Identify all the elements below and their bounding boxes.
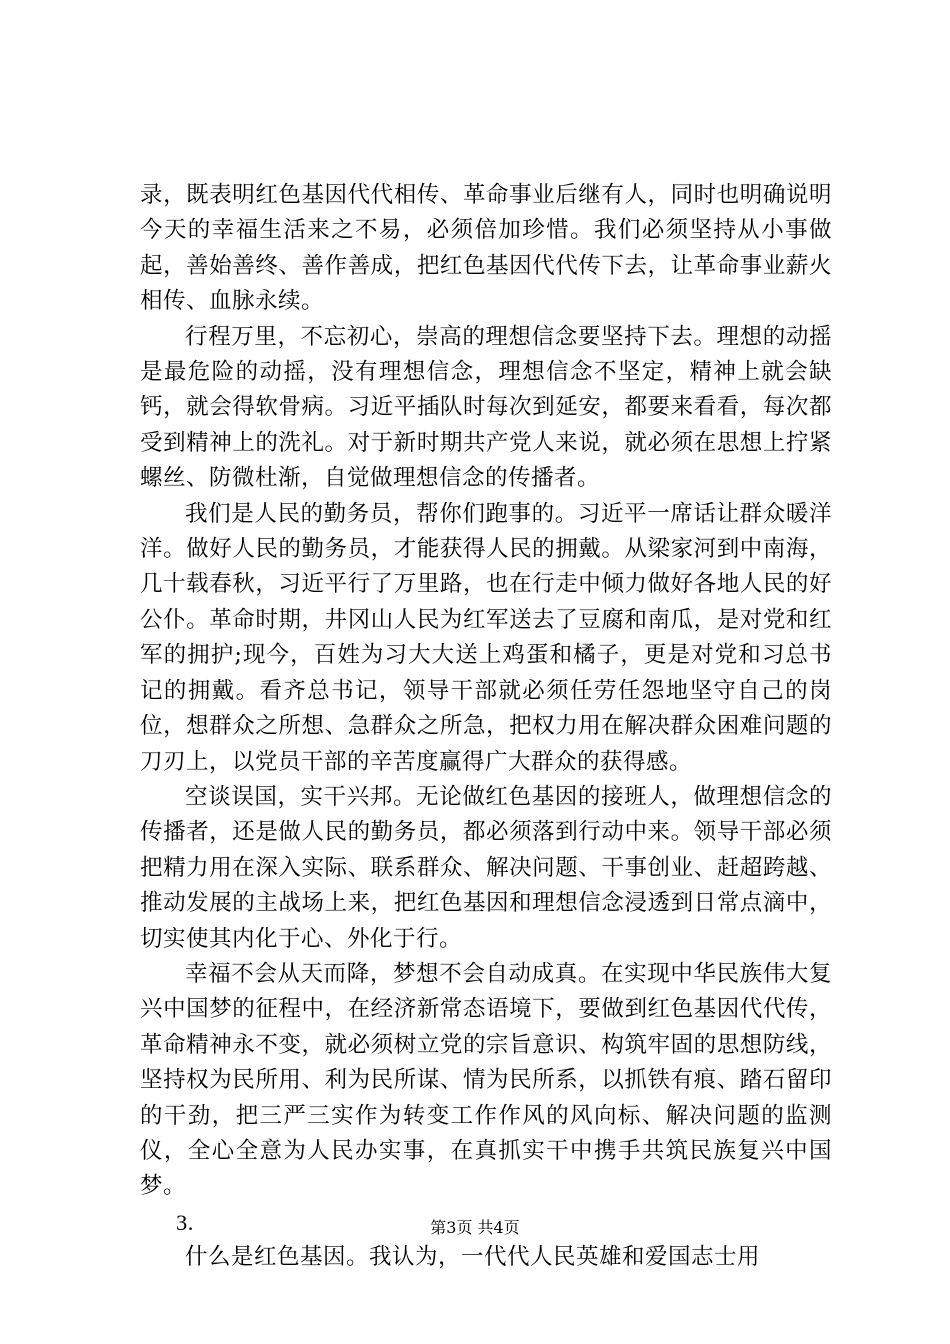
paragraph-servants: 我们是人民的勤务员，帮你们跑事的。习近平一席话让群众暖洋洋。做好人民的勤务员，才能获得人民的拥戴。从梁家河到中南海，几十载春秋，习近平行了万里路，也在行走中倾力做好各地人民的好公仆。革命时期，井冈山人民为红军送去了豆腐和南瓜，是对党和红军的拥护;现今，百姓为习大大送上鸡蛋和橘子，更是对党和习总书记的拥戴。看齐总书记，领导干部就必须任劳任怨地坚守自己的岗位，想群众之所想、急群众之所急，把权力用在解决群众困难问题的刀刃上，以党员干部的辛苦度赢得广大群众的获得感。 [140, 500, 832, 775]
document-body [140, 178, 832, 1276]
page-footer: 第3页 共4页 [430, 1218, 520, 1237]
paragraph-red-gene: 什么是红色基因。我认为，一代代人民英雄和爱国志士用 [185, 1244, 761, 1271]
section-number: 3. [176, 1209, 194, 1235]
paragraph-action: 空谈误国，实干兴邦。无论做红色基因的接班人，做理想信念的传播者，还是做人民的勤务员，都必须落到行动中来。领导干部必须把精力用在深入实际、联系群众、解决问题、干事创业、赶超跨越、推动发展的主战场上来，把红色基因和理想信念浸透到日常点滴中，切实使其内化于心、外化于行。 [140, 783, 832, 952]
paragraph-dream: 幸福不会从天而降，梦想不会自动成真。在实现中华民族伟大复兴中国梦的征程中，在经济新常态语境下，要做到红色基因代代传，革命精神永不变，就必须树立党的宗旨意识、构筑牢固的思想防线，坚持权为民所用、利为民所谋、情为民所系，以抓铁有痕、踏石留印的干劲，把三严三实作为转变工作作风的风向标、解决问题的监测仪，全心全意为人民办实事，在真抓实干中携手共筑民族复兴中国梦。 [140, 960, 832, 1200]
paragraph-continuation: 录，既表明红色基因代代相传、革命事业后继有人，同时也明确说明今天的幸福生活来之不易，必须倍加珍惜。我们必须坚持从小事做起，善始善终、善作善成，把红色基因代代传下去，让革命事业薪火相传、血脉永续。 [140, 182, 832, 315]
paragraph-ideals: 行程万里，不忘初心，崇高的理想信念要坚持下去。理想的动摇是最危险的动摇，没有理想信念，理想信念不坚定，精神上就会缺钙，就会得软骨病。习近平插队时每次到延安，都要来看看，每次都受到精神上的洗礼。对于新时期共产党人来说，就必须在思想上拧紧螺丝、防微杜渐，自觉做理想信念的传播者。 [140, 323, 832, 492]
